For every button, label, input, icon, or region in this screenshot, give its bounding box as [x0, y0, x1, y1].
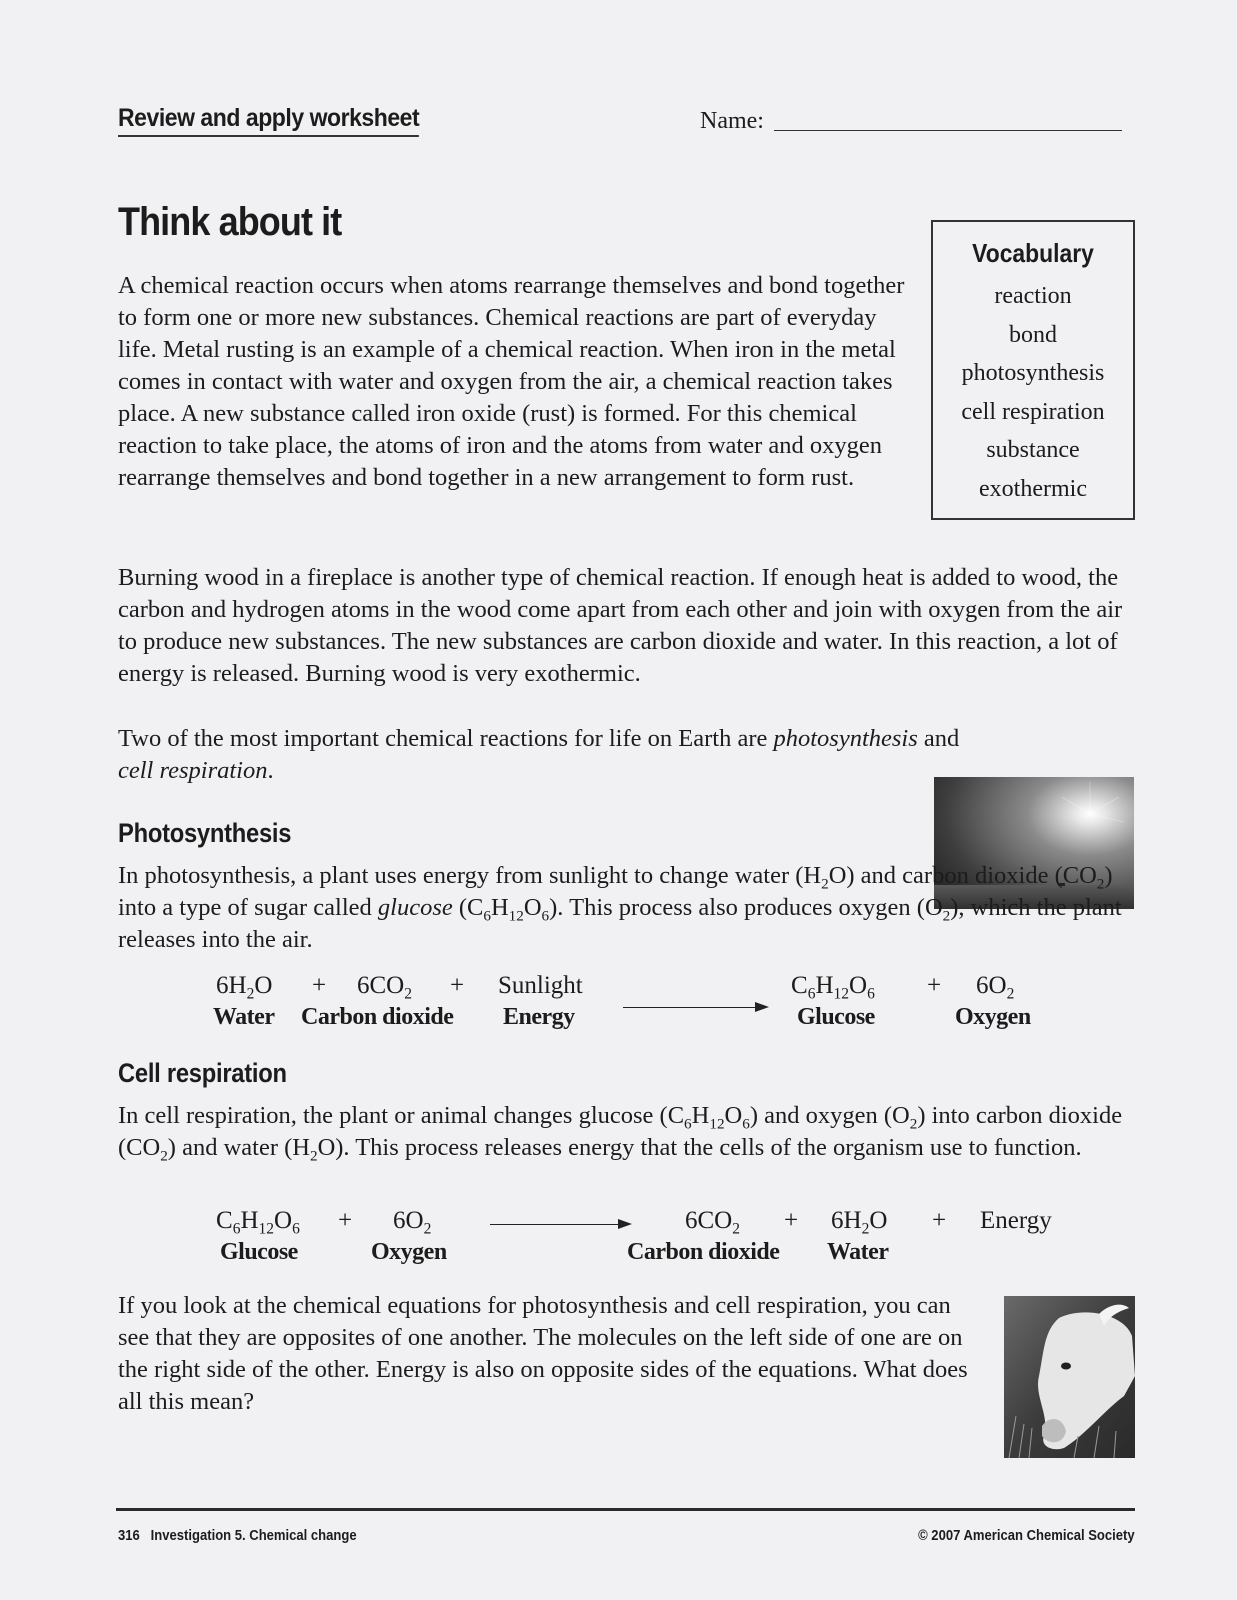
eq-term-energy: Energy: [980, 1207, 1052, 1234]
eq-label-energy: Energy: [503, 1004, 575, 1030]
footer-rule: [116, 1508, 1135, 1511]
vocabulary-item: bond: [1009, 321, 1057, 348]
arrowhead-icon: [755, 1002, 769, 1012]
eq-label-carbon-dioxide: Carbon dioxide: [627, 1239, 780, 1265]
vocabulary-item: exothermic: [979, 475, 1087, 502]
eq-term-co2: $6CO_2$: [685, 1207, 740, 1238]
eq-term-co2: $6CO_2$: [357, 972, 412, 1003]
vocabulary-title: Vocabulary: [972, 238, 1094, 268]
footer-copyright: © 2007 American Chemical Society: [918, 1528, 1135, 1544]
eq-label-carbon-dioxide: Carbon dioxide: [301, 1004, 454, 1030]
name-field-line[interactable]: [774, 130, 1122, 131]
photosynthesis-heading: Photosynthesis: [118, 818, 292, 848]
eq-label-oxygen: Oxygen: [371, 1239, 447, 1265]
reaction-arrow: [623, 1007, 763, 1008]
cell-respiration-heading: Cell respiration: [118, 1058, 287, 1088]
vocabulary-item: substance: [986, 437, 1080, 463]
eq-term-sunlight: Sunlight: [498, 972, 583, 999]
eq-plus: +: [927, 972, 942, 999]
worksheet-title: Review and apply worksheet: [118, 104, 419, 137]
vocabulary-list: [933, 277, 1133, 508]
eq-label-glucose: Glucose: [797, 1004, 875, 1030]
eq-term-glucose: $C_6H_{12}O_6$: [791, 972, 875, 1003]
vocabulary-item: photosynthesis: [961, 360, 1105, 386]
photosynthesis-paragraph: In photosynthesis, a plant uses energy from sunlight to change water $(H_2O)$ and carbon dioxide $(CO_2)$ into a type of sugar called glucose $(C_6H_{12}O_6)$. This process also produces oxygen $(O_2)$, which the plant releases into the air.: [118, 862, 1122, 953]
section-heading-think-about-it: Think about it: [118, 200, 342, 244]
name-label: Name:: [700, 108, 764, 134]
closing-paragraph: If you look at the chemical equations for photosynthesis and cell respiration, you can see that they are opposites of one another. The molecules on the left side of one are on the right side of the other. Energy is also on opposite sides of the equations. What does all this mean?: [118, 1292, 968, 1415]
eq-plus: +: [450, 972, 465, 999]
vocabulary-item: cell respiration: [961, 398, 1105, 425]
footer-page-info: 316 Investigation 5. Chemical change: [118, 1528, 357, 1544]
eq-plus: +: [784, 1207, 799, 1234]
intro-paragraph-3: Two of the most important chemical reactions for life on Earth are photosynthesis and cell respiration.: [118, 725, 960, 784]
intro-paragraph-2: Burning wood in a fireplace is another type of chemical reaction. If enough heat is added to wood, the carbon and hydrogen atoms in the wood come apart from each other and join with oxygen from the air to produce new substances. The new substances are carbon dioxide and water. In this reaction, a lot of energy is released. Burning wood is very exothermic.: [118, 564, 1123, 687]
vocabulary-item: reaction: [994, 283, 1072, 309]
vocabulary-box: [931, 220, 1135, 520]
arrowhead-icon: [618, 1219, 632, 1229]
eq-plus: +: [932, 1207, 947, 1234]
eq-term-oxygen: $6O_2$: [393, 1207, 432, 1238]
eq-term-water: $6H_2O$: [831, 1207, 888, 1238]
eq-term-oxygen: $6O_2$: [976, 972, 1015, 1003]
grazing-cow-photo: [1004, 1296, 1135, 1458]
cell-respiration-paragraph: In cell respiration, the plant or animal changes glucose $(C_6H_{12}O_6)$ and oxygen $(O_2)$ into carbon dioxide $(CO_2)$ and water $(H_2O)$. This process releases energy that the cells of the organism use to function.: [118, 1102, 1123, 1165]
eq-term-glucose: $C_6H_{12}O_6$: [216, 1207, 300, 1238]
eq-plus: +: [312, 972, 327, 999]
eq-label-water: Water: [827, 1239, 889, 1265]
intro-paragraph-1: A chemical reaction occurs when atoms rearrange themselves and bond together to form one or more new substances. Chemical reactions are part of everyday life. Metal rusting is an example of a chemical reaction. When iron in the metal comes in contact with water and oxygen from the air, a chemical reaction takes place. A new substance called iron oxide (rust) is formed. For this chemical reaction to take place, the atoms of iron and the atoms from water and oxygen rearrange themselves and bond together in a new arrangement to form rust.: [118, 272, 905, 491]
eq-term-water: $6H_2O$: [216, 972, 273, 1003]
reaction-arrow: [490, 1224, 625, 1225]
eq-label-glucose: Glucose: [220, 1239, 298, 1265]
eq-label-oxygen: Oxygen: [955, 1004, 1031, 1030]
eq-plus: +: [338, 1207, 353, 1234]
eq-label-water: Water: [213, 1004, 275, 1030]
